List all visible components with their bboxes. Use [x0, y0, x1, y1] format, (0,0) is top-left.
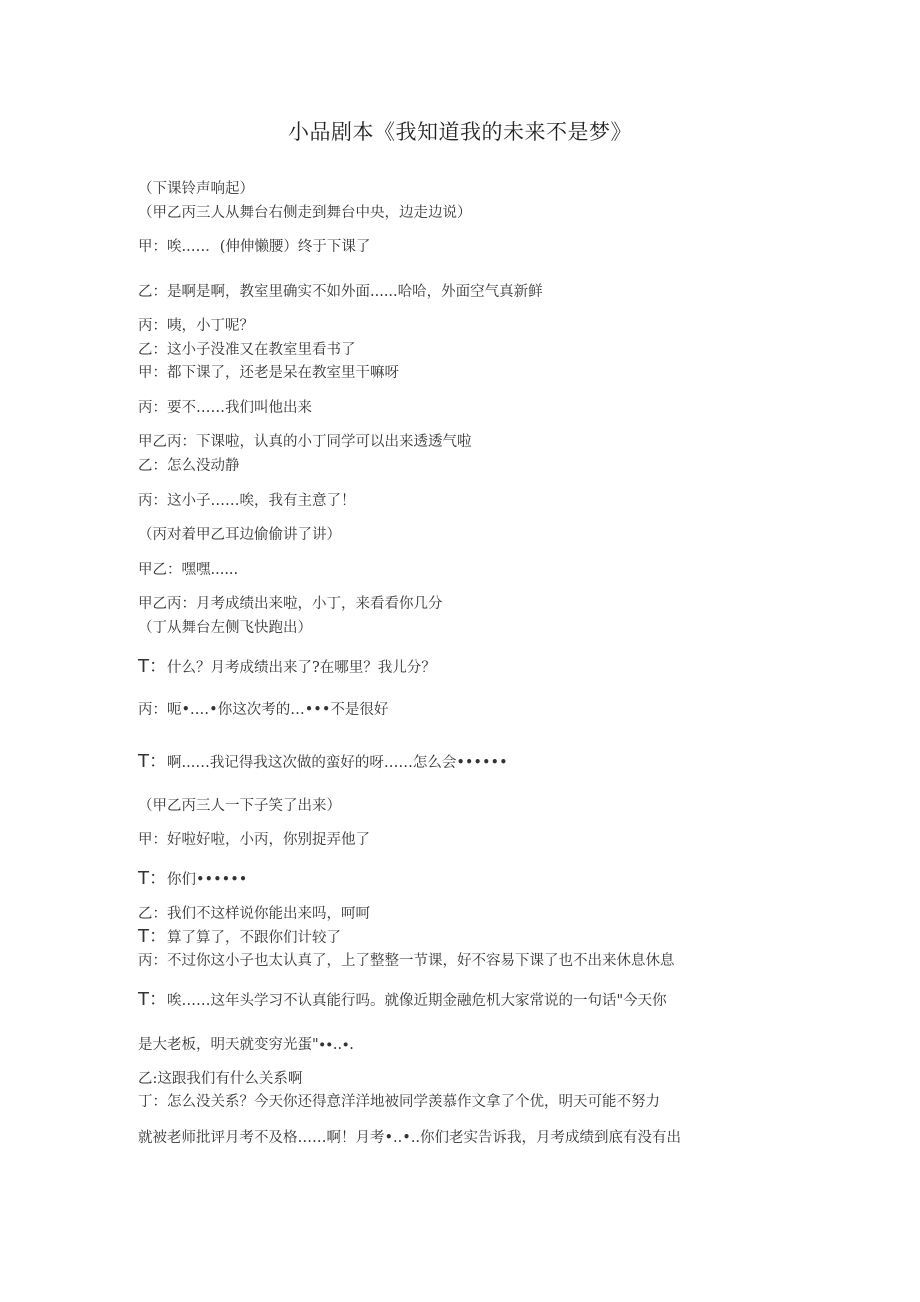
dialogue-line: 就被老师批评月考不及格……啊！月考•..•..你们老实告诉我，月考成绩到底有没有出	[138, 1130, 682, 1146]
dialogue-line: T：你们••••••	[138, 868, 248, 889]
dialogue-line: 乙:这跟我们有什么关系啊	[138, 1071, 303, 1087]
dialogue-line: 乙：怎么没动静	[138, 458, 240, 474]
speaker-label: T：	[138, 656, 167, 677]
dialogue-line: 乙：是啊是啊，教室里确实不如外面......哈哈，外面空气真新鲜	[138, 284, 543, 300]
dialogue-line: 丙：咦，小丁呢？	[138, 318, 254, 334]
script-title: 小品剧本《我知道我的未来不是梦》	[288, 120, 632, 144]
stage-direction: （甲乙丙三人从舞台右侧走到舞台中央，边走边说）	[138, 205, 472, 221]
dialogue-line: 是大老板，明天就变穷光蛋"∙∙..∙.	[138, 1037, 354, 1053]
dialogue-line: 丙：不过你这小子也太认真了，上了整整一节课，好不容易下课了也不出来休息休息	[138, 953, 675, 969]
stage-direction: （丁从舞台左侧飞快跑出）	[138, 620, 312, 636]
speaker-label: T：	[138, 868, 167, 889]
stage-direction: （甲乙丙三人一下子笑了出来）	[138, 798, 341, 814]
dialogue-line: T：啊...…我记得我这次做的蛮好的呀……怎么会••••••	[138, 751, 508, 772]
speaker-label: T：	[138, 926, 167, 947]
dialogue-line: 甲乙丙：下课啦，认真的小丁同学可以出来透透气啦	[138, 434, 472, 450]
dialogue-line: 丙：呃•.…•你这次考的…•••不是很好	[138, 702, 389, 718]
dialogue-line: 甲乙：嘿嘿......	[138, 562, 239, 578]
dialogue-line: T：唉……这年头学习不认真能行吗。就像近期金融危机大家常说的一句话"今天你	[138, 989, 667, 1010]
dialogue-line: 丙：这小子……唉，我有主意了！	[138, 493, 356, 509]
dialogue-line: T：算了算了，不跟你们计较了	[138, 926, 341, 947]
stage-direction: （丙对着甲乙耳边偷偷讲了讲）	[138, 527, 341, 543]
speaker-label: T：	[138, 751, 167, 772]
dialogue-line: 丙：要不……我们叫他出来	[138, 400, 312, 416]
dialogue-line: T：什么？月考成绩出来了?在哪里？我儿分？	[138, 656, 436, 677]
dialogue-line: 丁：怎么没关系？今天你还得意洋洋地被同学羡慕作文拿了个优，明天可能不努力	[138, 1094, 660, 1110]
dialogue-line: 甲：都下课了，还老是呆在教室里干嘛呀	[138, 365, 399, 381]
dialogue-line: 甲：好啦好啦，小丙，你别捉弄他了	[138, 832, 370, 848]
stage-direction: （下课铃声响起）	[138, 181, 254, 197]
dialogue-line: 乙：这小子没准又在教室里看书了	[138, 342, 356, 358]
dialogue-line: 甲乙丙：月考成绩出来啦，小丁，来看看你几分	[138, 596, 443, 612]
dialogue-line: 乙：我们不这样说你能出来吗，呵呵	[138, 906, 370, 922]
dialogue-line: 甲：唉..…．(伸伸懒腰）终于下课了	[138, 239, 371, 255]
speaker-label: T：	[138, 989, 167, 1010]
